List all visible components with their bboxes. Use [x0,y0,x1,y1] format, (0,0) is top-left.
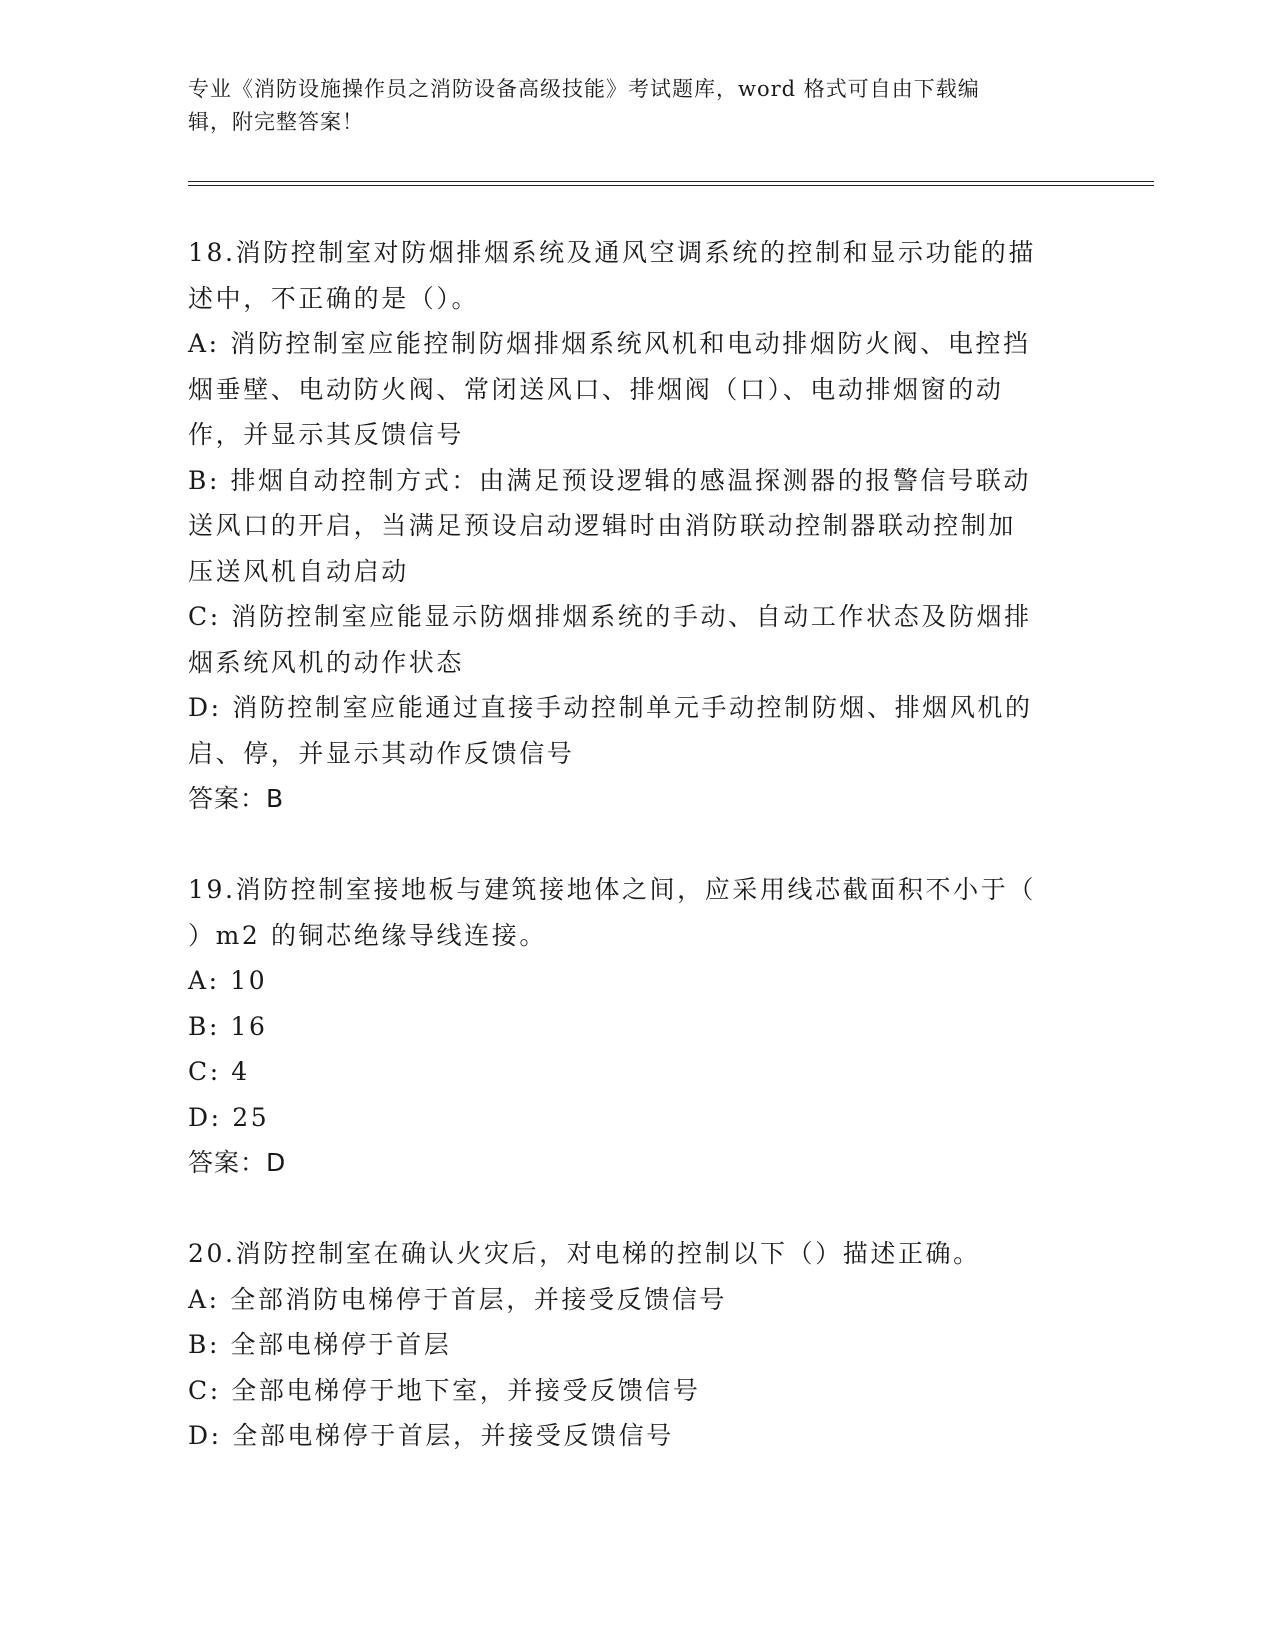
header-line: 专业《消防设施操作员之消防设备高级技能》考试题库，word 格式可自由下载编 [188,77,980,101]
question-stem: 19.消防控制室接地板与建筑接地体之间，应采用线芯截面积不小于（ [188,875,1036,904]
answer-label: 答案：D [188,1148,287,1177]
option-a: A: 10 [188,966,268,995]
question-stem: 18.消防控制室对防烟排烟系统及通风空调系统的控制和显示功能的描 [188,238,1036,267]
option-d: D: 消防控制室应能通过直接手动控制单元手动控制防烟、排烟风机的 [188,693,1033,722]
option-d: D: 全部电梯停于首层，并接受反馈信号 [188,1421,674,1450]
option-c: C: 4 [188,1057,250,1086]
question-18 [188,230,1088,822]
question-stem: 述中，不正确的是（）。 [188,283,480,313]
question-19 [188,867,1088,1186]
option-d: D: 25 [188,1102,270,1132]
question-stem: 20.消防控制室在确认火灾后，对电梯的控制以下（）描述正确。 [188,1239,981,1268]
spacer [188,1186,1088,1232]
option-c: C: 消防控制室应能显示防烟排烟系统的手动、自动工作状态及防烟排 [188,602,1032,631]
question-stem: ）m2 的铜芯绝缘导线连接。 [188,920,547,950]
option-b: B: 排烟自动控制方式：由满足预设逻辑的感温探测器的报警信号联动 [188,465,1031,495]
option-b: 压送风机自动启动 [188,556,409,586]
question-20 [188,1231,1088,1459]
document-header [188,73,1088,139]
answer-label: 答案：B [188,784,285,813]
header-line: 辑，附完整答案！ [188,110,364,134]
option-b: B: 16 [188,1011,268,1041]
option-b: B: 全部电梯停于首层 [188,1330,452,1359]
option-c: 烟系统风机的动作状态 [188,647,465,677]
header-double-rule [188,181,1154,186]
question-list [188,230,1088,1459]
option-a: 烟垂壁、电动防火阀、常闭送风口、排烟阀（口）、电动排烟窗的动 [188,374,1004,404]
option-b: 送风口的开启，当满足预设启动逻辑时由消防联动控制器联动控制加 [188,511,1017,540]
option-d: 启、停，并显示其动作反馈信号 [188,738,575,768]
spacer [188,822,1088,868]
option-a: 作，并显示其反馈信号 [188,420,465,449]
option-c: C: 全部电梯停于地下室，并接受反馈信号 [188,1375,701,1405]
option-a: A: 全部消防电梯停于首层，并接受反馈信号 [188,1284,728,1314]
option-a: A: 消防控制室应能控制防烟排烟系统风机和电动排烟防火阀、电控挡 [188,329,1031,358]
